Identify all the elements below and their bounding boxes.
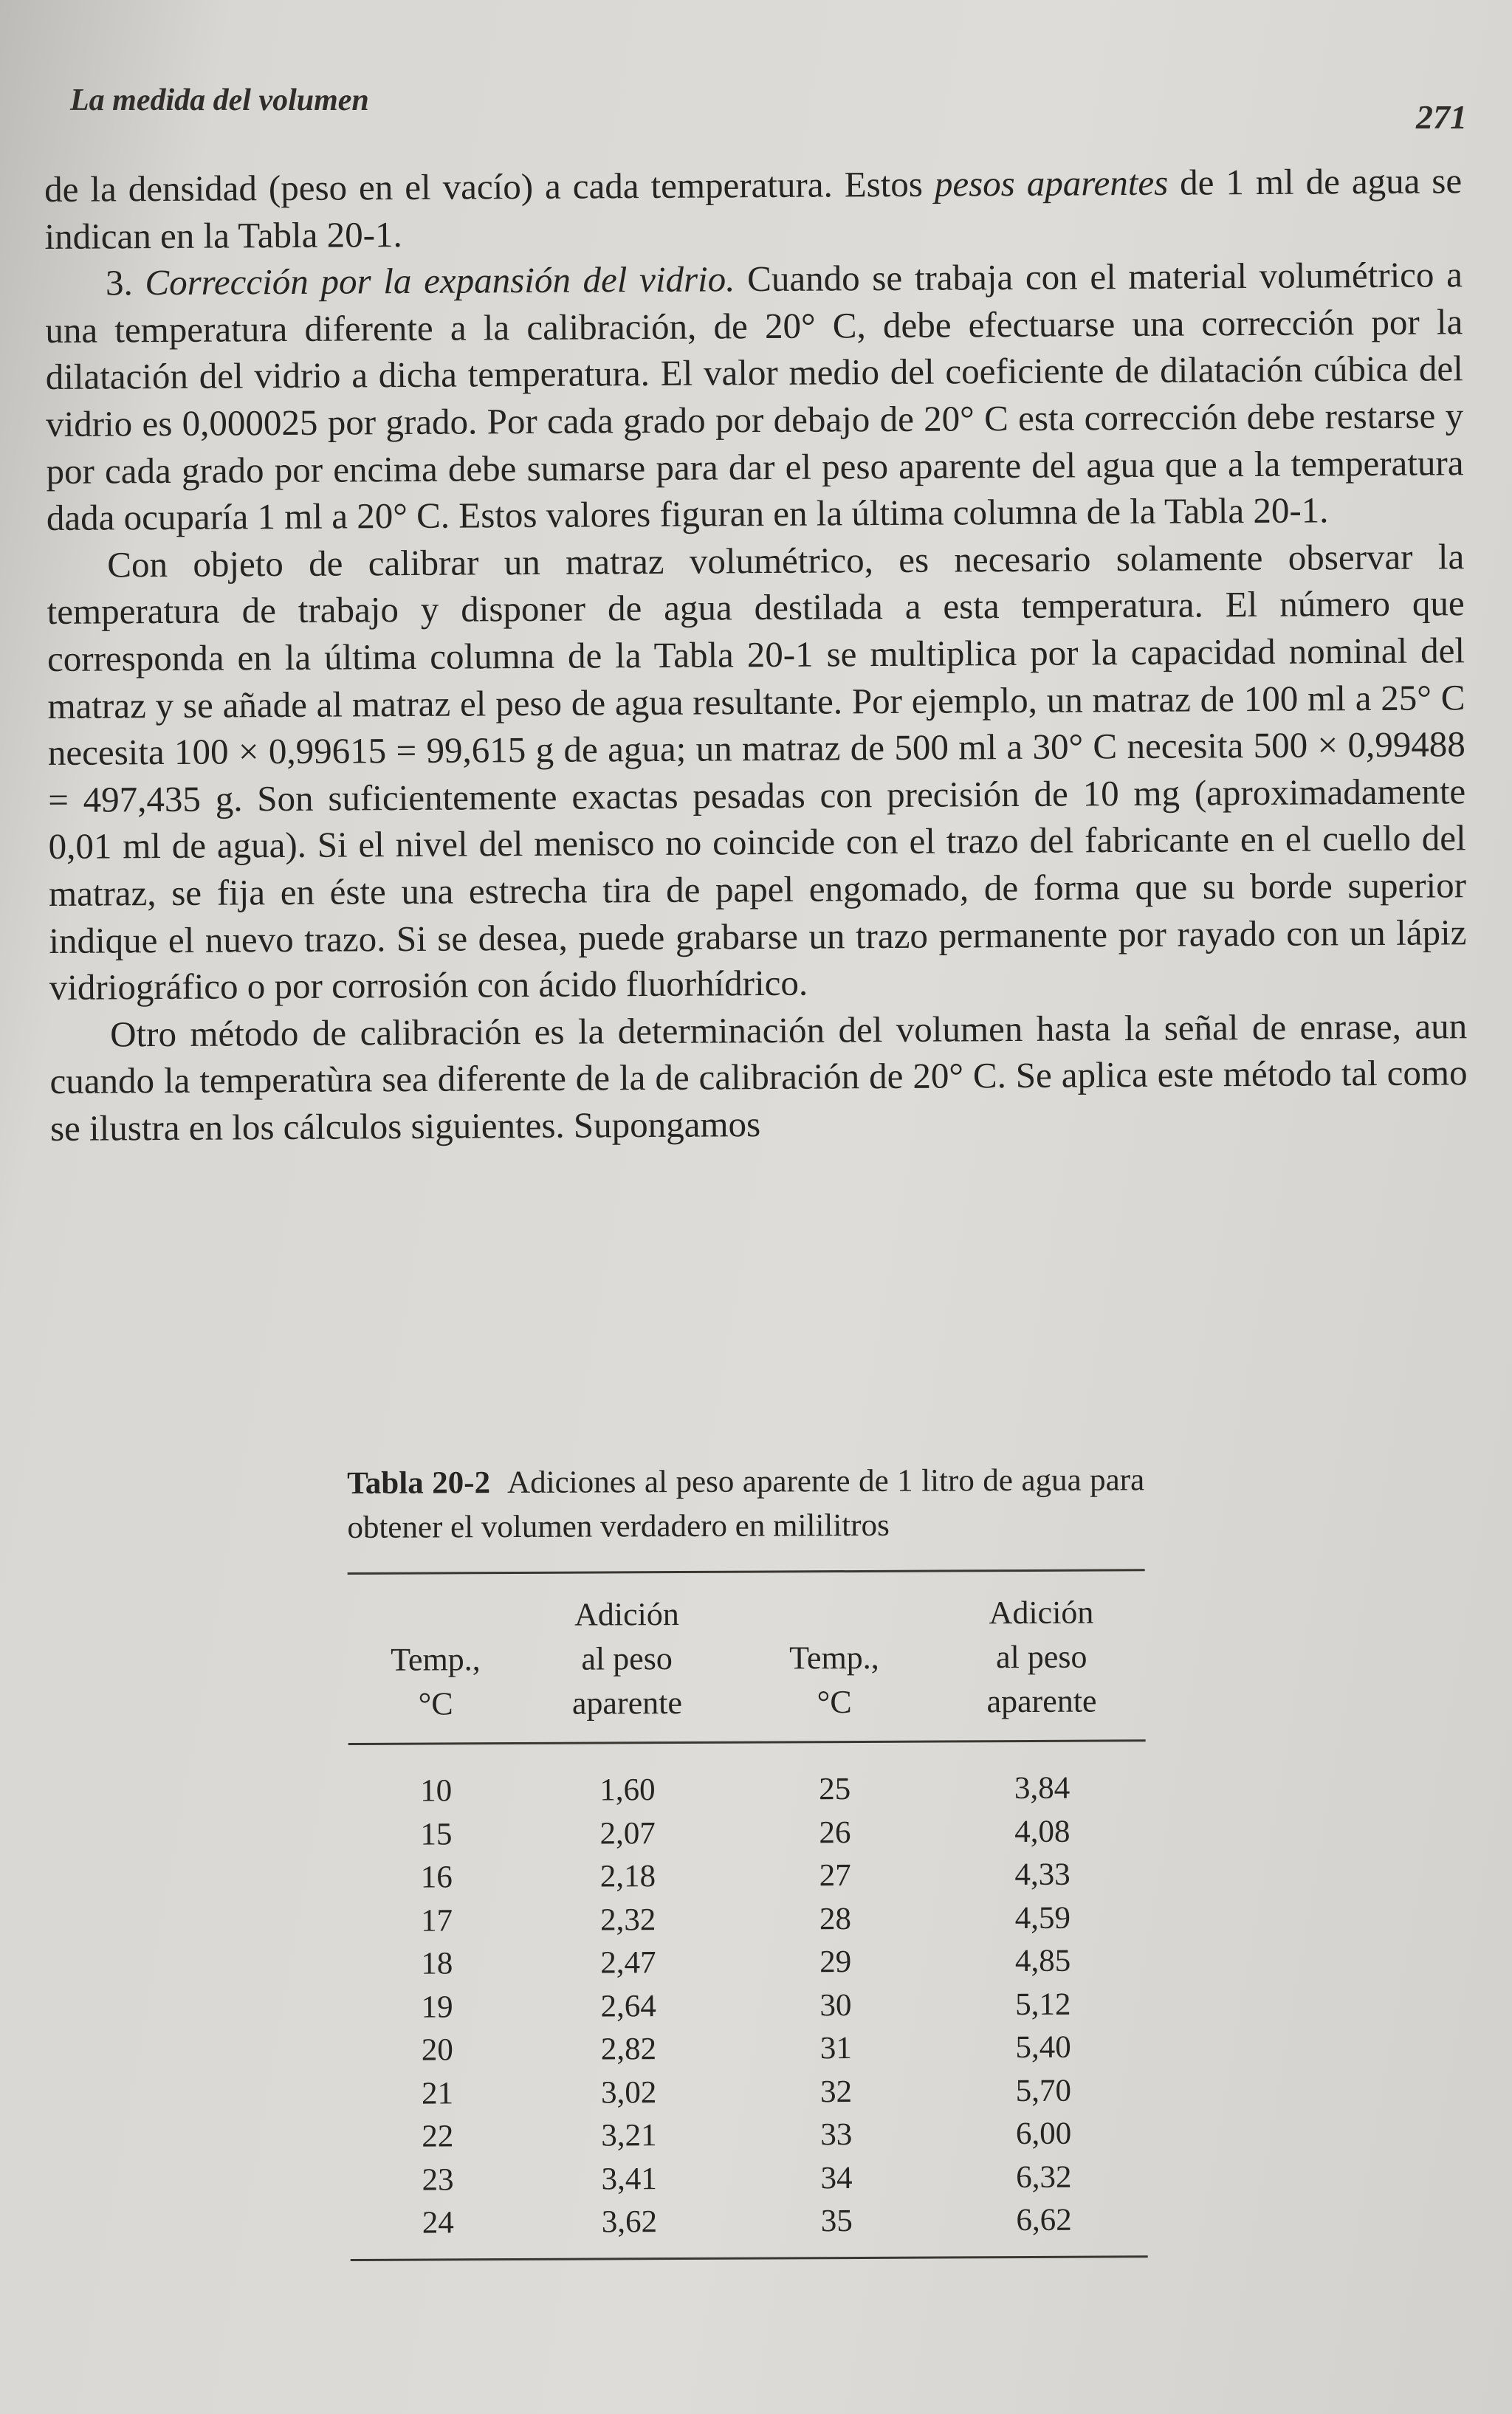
column-header-line: Temp.,: [789, 1639, 879, 1677]
table-cell: 23: [422, 2162, 454, 2198]
column-header-line: aparente: [986, 1682, 1097, 1720]
table-row: [349, 1897, 1147, 1943]
table-cell: 15: [420, 1816, 453, 1852]
table-cell: 4,85: [1014, 1943, 1071, 1979]
table-caption-text: Adiciones al peso aparente de 1 litro de agua para obtener el volumen verdadero en mililitros: [347, 1462, 1145, 1545]
column-header: [938, 1571, 1146, 1740]
table-cell: 34: [820, 2160, 853, 2195]
table-row: [350, 2156, 1147, 2202]
table-cell: 6,62: [1016, 2202, 1072, 2238]
text-run: de 1 ml de agua se indican en la Tabla 20-1.: [44, 160, 1463, 257]
table-cell: 18: [421, 1946, 453, 1981]
column-header-line: °C: [817, 1684, 852, 1721]
table-cell: 3,62: [601, 2204, 658, 2240]
table-header-row: [348, 1571, 1146, 1743]
column-header-line: Adición: [574, 1596, 679, 1633]
table-cell: 17: [420, 1902, 453, 1939]
table-cell: 4,08: [1014, 1814, 1071, 1849]
table-cell: 24: [422, 2205, 454, 2241]
table-cell: 32: [819, 2074, 853, 2109]
table-row: [350, 2069, 1147, 2116]
table-cell: 3,84: [1014, 1770, 1071, 1806]
text-run: de la densidad (peso en el vacío) a cada temperatura. Estos: [44, 163, 935, 210]
table-cell: 31: [819, 2031, 852, 2066]
table-cell: 3,21: [601, 2118, 657, 2153]
table-cell: 20: [421, 2032, 453, 2068]
table-cell: 4,33: [1014, 1857, 1071, 1893]
table-label: Tabla 20-2: [347, 1465, 491, 1501]
column-header-line: al peso: [581, 1640, 673, 1677]
paragraph: [49, 1003, 1468, 1152]
table-cell: 5,40: [1015, 2029, 1071, 2066]
table-cell: 2,82: [600, 2032, 657, 2067]
italic-text: Corrección por la expansión del vidrio.: [145, 258, 735, 303]
text-run: Con objeto de calibrar un matraz volumétrico, es necesario solamente observar la temperatura de trabajo y disponer de agua destilada a esta temperatura. El número que corresponda en la última columna de la Tabla 20-1 se multiplica por la capacidad nominal del matraz y se añade al matraz el peso de agua resultante. Por ejemplo, un matraz de 100 ml a 25° C necesita 100 × 0,99615 = 99,615 g de agua; un matraz de 500 ml a 30° C necesita 500 × 0,99488 = 497,435 g. Son suficientemente exactas pesadas con precisión de 10 mg (aproximadamente 0,01 ml de agua). Si el nivel del menisco no coincide con el trazo del fabricante en el cuello del matraz, se fija en éste una estrecha tira de papel engomado, de forma que su borde superior indique el nuevo trazo. Si se desea, puede grabarse un trazo permanente por rayado con un lápiz vidriográfico o por corrosión con ácido fluorhídrico.: [47, 536, 1467, 1008]
column-header-line: °C: [418, 1685, 453, 1722]
table-cell: 22: [422, 2119, 454, 2154]
table-cell: 19: [421, 1989, 453, 2025]
table-cell: 10: [420, 1773, 453, 1809]
column-header: [523, 1573, 731, 1742]
text-run: Cuando se trabaja con el material volumétrico a una temperatura diferente a la calibración, de 20° C, debe efectuarse una corrección por la dilatación del vidrio a dicha temperatura. El valor medio del coeficiente de dilatación cúbica del vidrio es 0,000025 por grado. Por cada grado por debajo de 20° C esta corrección debe restarse y por cada grado por encima debe sumarse para dar el peso aparente del agua que a la temperatura dada ocuparía 1 ml a 20° C. Estos valores figuran en la última columna de la Tabla 20-1.: [45, 254, 1464, 539]
table-row: [349, 1983, 1147, 2029]
table-caption: [347, 1458, 1145, 1550]
table-cell: 3,02: [600, 2074, 657, 2111]
table-row: [349, 2026, 1147, 2072]
table-cell: 4,59: [1014, 1900, 1071, 1936]
table-cell: 21: [421, 2075, 454, 2111]
data-table: [348, 1571, 1146, 1743]
table-cell: 2,32: [599, 1902, 656, 1938]
table-body: [348, 1741, 1148, 2258]
data-table-body: [348, 1741, 1148, 2258]
table-row: [348, 1741, 1146, 1813]
italic-text: pesos aparentes: [934, 162, 1169, 204]
table-cell: 35: [820, 2204, 853, 2239]
table-cell: 2,64: [600, 1988, 656, 2024]
body-text: [44, 157, 1468, 1152]
table-cell: 25: [819, 1772, 851, 1807]
text-run: 3.: [105, 262, 145, 303]
table-cell: 27: [819, 1858, 851, 1894]
table-cell: 5,12: [1015, 1987, 1071, 2022]
table-cell: 2,07: [599, 1815, 656, 1851]
paragraph: [47, 533, 1467, 1011]
table-cell: 2,18: [599, 1859, 656, 1894]
table-cell: 5,70: [1015, 2073, 1072, 2108]
column-header-line: aparente: [571, 1685, 683, 1722]
table-cell: 6,32: [1016, 2159, 1072, 2195]
table-row: [348, 1853, 1146, 1899]
table-cell: 29: [819, 1944, 852, 1980]
column-header-line: al peso: [995, 1638, 1087, 1676]
column-header-line: Adición: [989, 1594, 1094, 1631]
running-head: La medida del volumen: [70, 83, 369, 117]
column-header: [348, 1574, 524, 1743]
table-cell: 28: [819, 1901, 852, 1936]
table-row: [350, 2112, 1147, 2159]
page-number: 271: [1416, 98, 1467, 136]
table-20-2: [347, 1458, 1148, 2260]
column-header: [730, 1572, 938, 1741]
paragraph: [45, 251, 1464, 541]
text-run: Otro método de calibración es la determinación del volumen hasta la señal de enrase, aun cuando la temperatùra sea diferente de la de calibración de 20° C. Se aplica este método tal como se ilustra en los cálculos siguientes. Supongamos: [49, 1005, 1468, 1149]
table-cell: 1,60: [599, 1772, 656, 1808]
table-cell: 33: [820, 2117, 853, 2153]
table-cell: 30: [819, 1987, 852, 2023]
table-cell: 26: [819, 1815, 851, 1850]
table-row: [350, 2198, 1147, 2258]
paragraph: [44, 157, 1463, 260]
table-cell: 6,00: [1015, 2116, 1072, 2152]
table-cell: 16: [420, 1860, 453, 1895]
table-row: [349, 1939, 1147, 1986]
table-row: [348, 1810, 1146, 1857]
column-header-line: Temp.,: [391, 1641, 481, 1678]
table-cell: 3,41: [601, 2161, 657, 2197]
table-cell: 2,47: [600, 1945, 656, 1981]
